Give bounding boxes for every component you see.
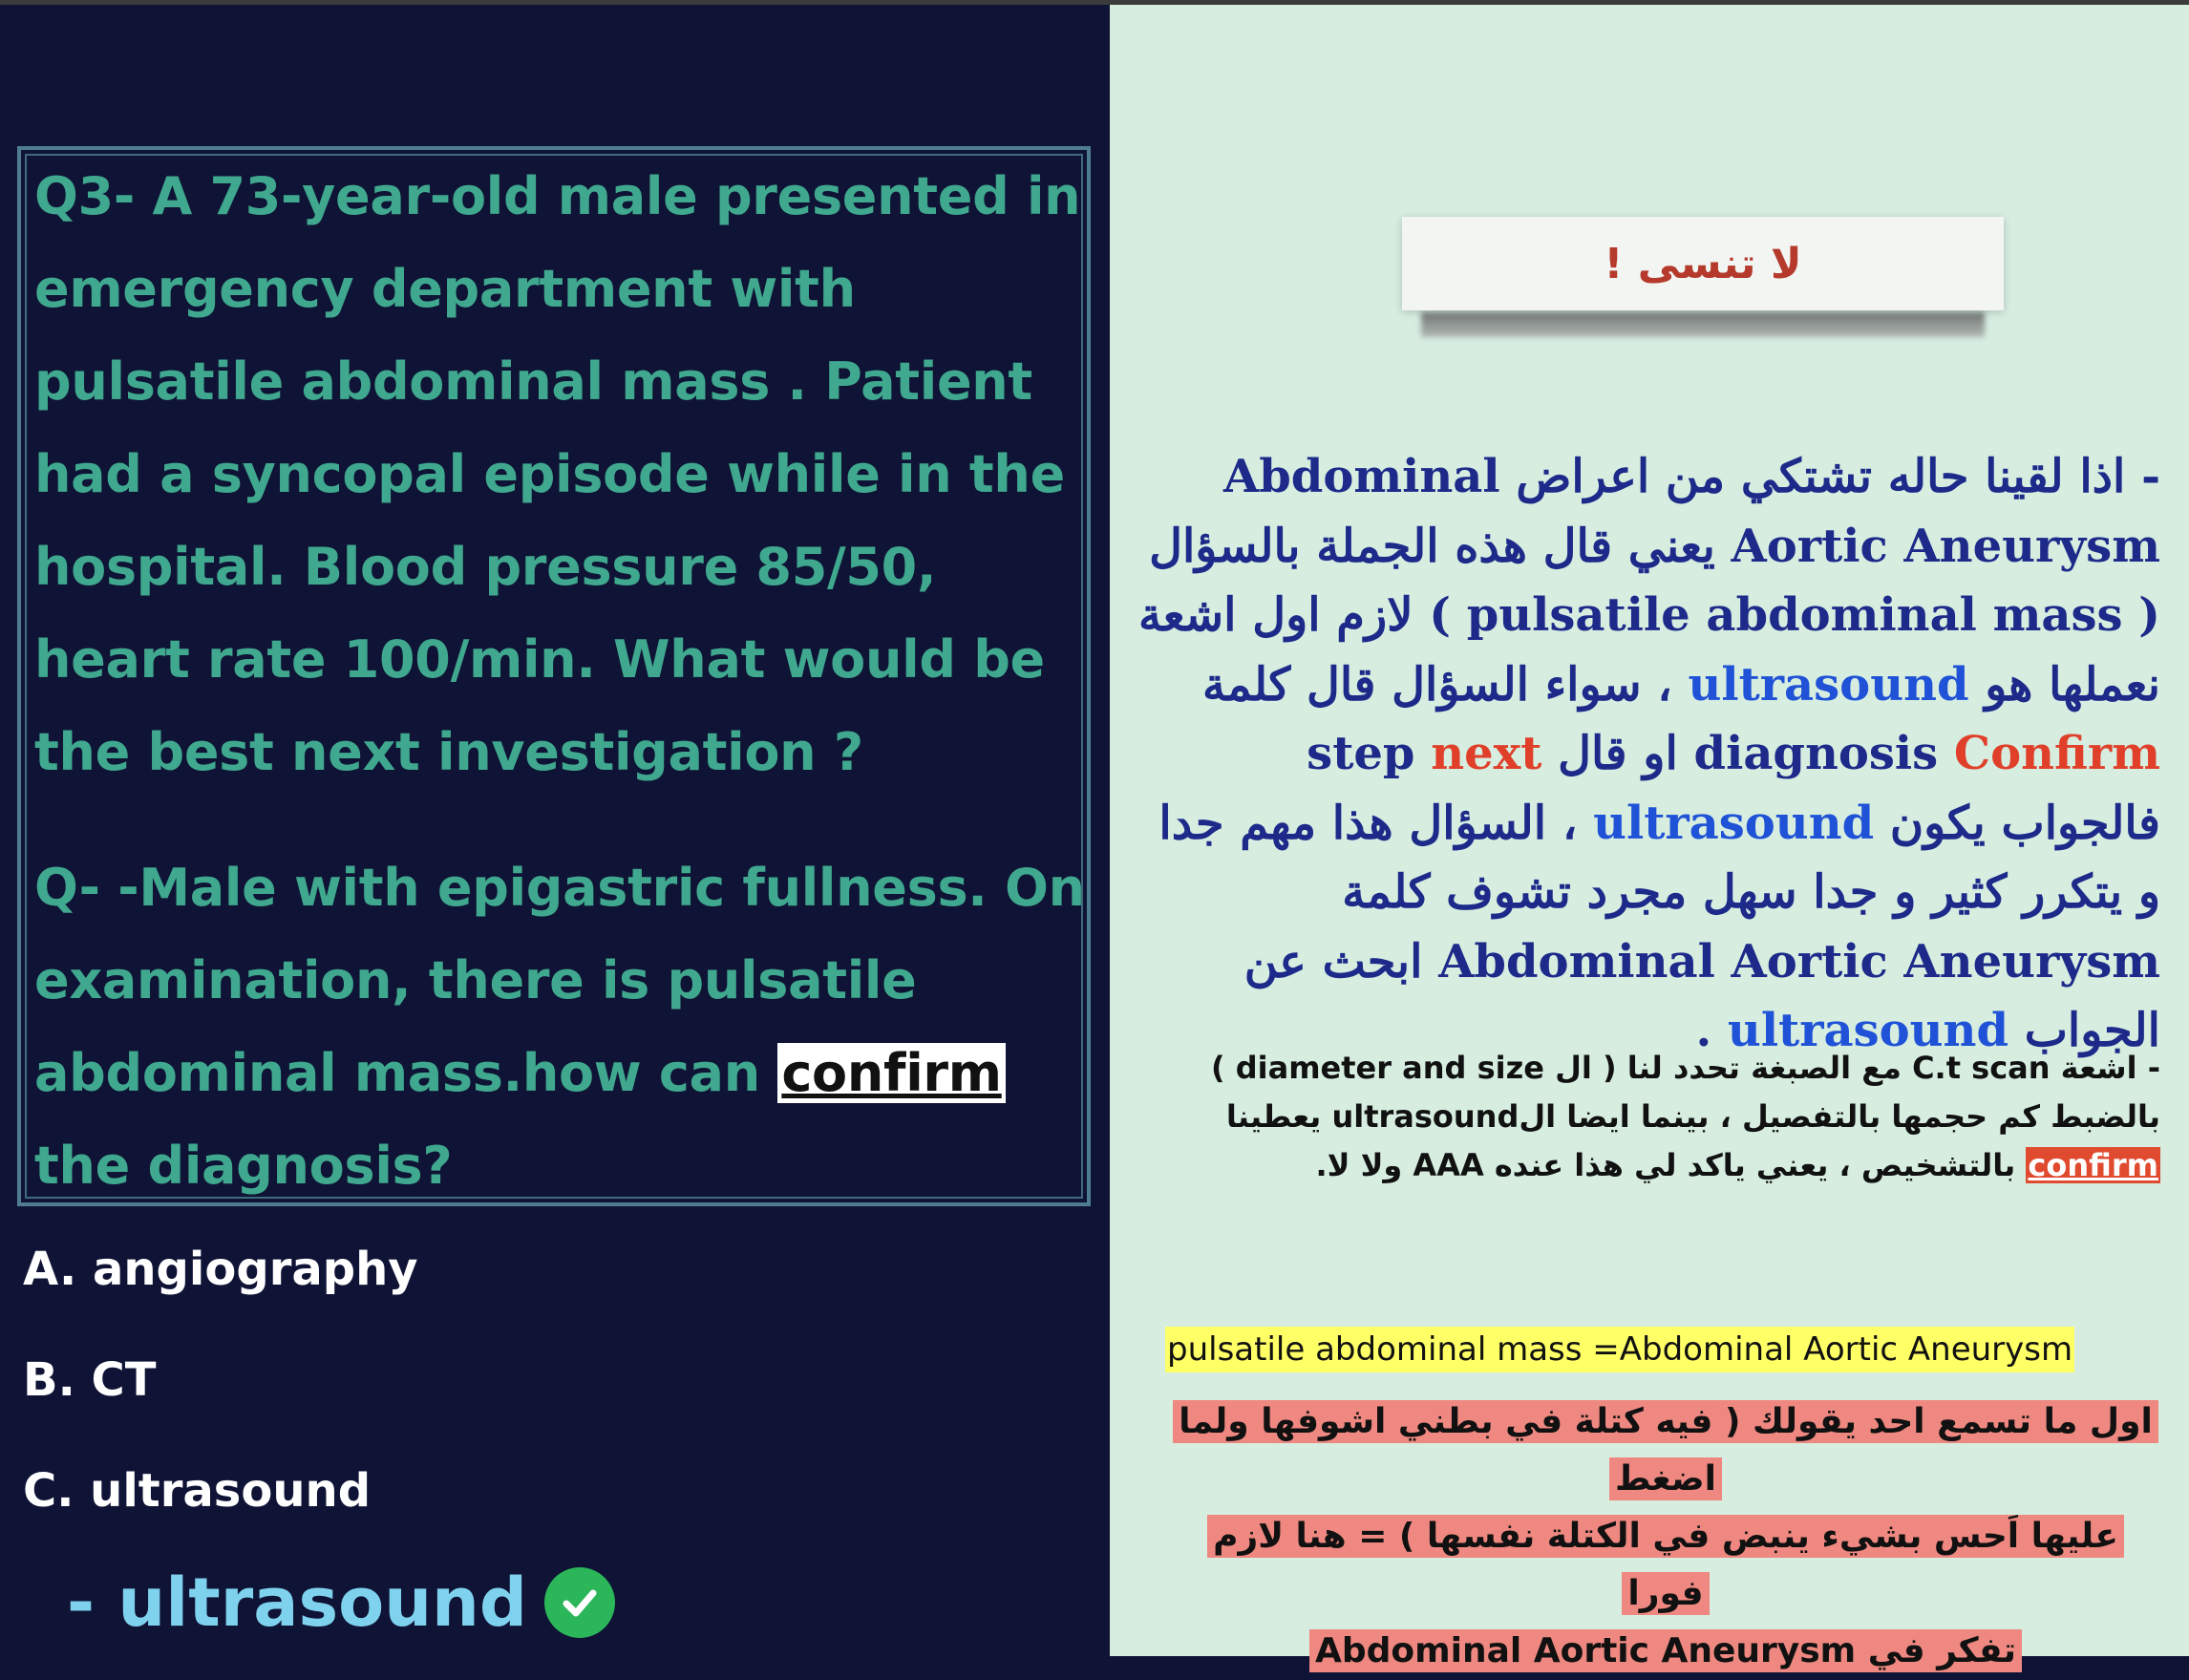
term-step: step	[1307, 727, 1415, 780]
term-ultrasound: ultrasound	[1727, 1004, 2009, 1057]
confirm-highlight: confirm	[777, 1043, 1005, 1103]
explanation-text: ) لازم اول اشعة نعملها هو	[1138, 588, 2160, 712]
explanation-text: او قال	[1558, 727, 1678, 780]
question-q2-tail: the diagnosis?	[34, 1136, 453, 1196]
explanation-text: - اذا لقينا حاله تشتكي من اعراض	[1516, 450, 2160, 503]
term-aaa: Abdominal Aortic Aneurysm	[1438, 934, 2160, 989]
option-a: A. angiography	[23, 1243, 418, 1296]
term-diameter-size: diameter and size	[1235, 1050, 1544, 1086]
key-equation: pulsatile abdominal mass =Abdominal Aortic Aneurysm	[1165, 1327, 2074, 1372]
term-ultrasound: ultrasound	[1593, 796, 1875, 850]
question-q3: Q3- A 73-year-old male presented in emergency department with pulsatile abdominal mass . Patient had a syncopal episode while in the hospital. Blood pressure 85/50, heart rate 100/min. What would be the best next investigation ?	[34, 166, 1081, 782]
remember-line-3	[1309, 1629, 2022, 1672]
ct-note-text: مع الصبغة تحدد لنا ( ال	[1555, 1050, 1902, 1086]
remember-text: تفكر في	[1867, 1631, 2017, 1670]
term-ultrasound: ultrasound	[1331, 1098, 1520, 1135]
ct-scan-note	[1138, 1044, 2160, 1190]
option-c: C. ultrasound	[23, 1464, 372, 1518]
remember-line-2: عليها اَحس بشيء ينبض في الكتلة نفسها ) = هنا لازم فورا	[1207, 1515, 2124, 1615]
ct-note-text: بالتشخيص ، يعني ياكد لي هذا عنده	[1494, 1147, 2016, 1183]
explanation-text: ، السؤال هذا مهم جدا و يتكرر كثير و جدا سهل مجرد تشوف كلمة	[1158, 796, 2160, 919]
term-aaa: Abdominal Aortic Aneurysm	[1222, 450, 2160, 573]
term-confirm: Confirm	[1953, 727, 2160, 780]
remember-line-1: اول ما تسمع احد يقولك ( فيه كتلة في بطني اشوفها ولما اضغط	[1173, 1400, 2158, 1500]
term-ct-scan: C.t scan	[1912, 1050, 2051, 1086]
answer-line	[67, 1563, 615, 1642]
option-b: B. CT	[23, 1353, 157, 1407]
explanation-text: ابحث عن الجواب	[1243, 934, 2160, 1057]
explanation-text: ، سواء السؤال قال كلمة	[1202, 657, 1672, 712]
question-q-epigastric	[34, 841, 1085, 1212]
term-ultrasound: ultrasound	[1688, 657, 1969, 712]
explanation-paragraph	[1138, 442, 2160, 1066]
ct-note-text: ) بالضبط كم حجمها بالتفصيل ، بينما ايضا ال	[1210, 1050, 2160, 1135]
explanation-text: .	[1695, 1004, 1712, 1057]
term-aaa: Abdominal Aortic Aneurysm	[1314, 1631, 1857, 1670]
term-diagnosis: diagnosis	[1693, 727, 1939, 780]
ct-note-text: ولا لا.	[1315, 1147, 1403, 1183]
question-panel	[0, 5, 1110, 1656]
answer-text: - ultrasound	[67, 1563, 528, 1642]
remember-block	[1169, 1393, 2162, 1680]
check-circle-icon	[544, 1567, 615, 1638]
question-q2-text: Q- -Male with epigastric fullness. On examination, there is pulsatile abdominal mass.how can	[34, 858, 1085, 1103]
note-label: لا تنسى !	[1604, 239, 1802, 288]
explanation-panel	[1110, 5, 2189, 1670]
explanation-text: يعني قال هذه الجملة بالسؤال (	[1149, 519, 2160, 642]
term-pulsatile-mass: pulsatile abdominal mass	[1466, 588, 2123, 642]
ct-note-text: - اشعة	[2060, 1050, 2160, 1086]
explanation-text: فالجواب يكون	[1889, 796, 2160, 850]
term-next: next	[1431, 727, 1542, 780]
ct-note-text: يعطينا	[1225, 1098, 1322, 1135]
term-aaa-abbrev: AAA	[1413, 1147, 1484, 1183]
dont-forget-note	[1402, 217, 2004, 310]
note-torn-shadow	[1421, 312, 1985, 337]
confirm-tag: confirm	[2028, 1147, 2158, 1183]
